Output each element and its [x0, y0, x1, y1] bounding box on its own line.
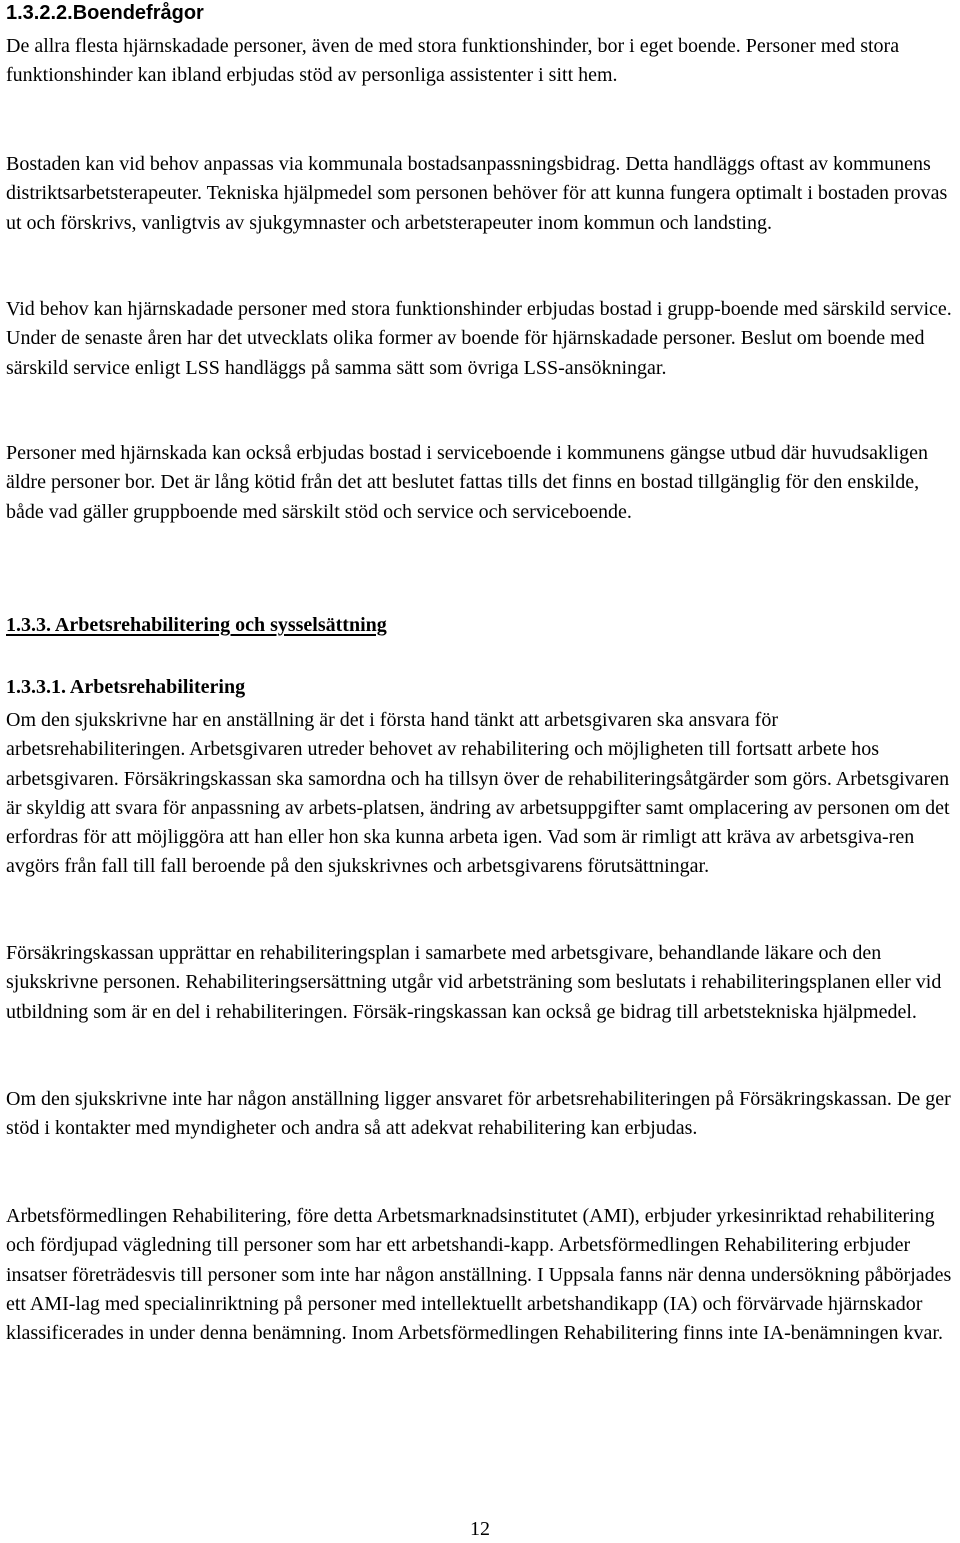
- paragraph: Arbetsförmedlingen Rehabilitering, före detta Arbetsmarknadsinstitutet (AMI), erbjuder yrkesinriktad rehabilitering och fördjupad vägledning till personer som har ett arbetshandi-kapp. Arbetsförmedlingen Rehabilitering erbjuder insatser företrädesvis till personer som inte har någon anställning. I Uppsala fanns när denna undersökning påbörjades ett AMI-lag med specialinriktning på personer med intellektuellt arbetshandikapp (IA) och förvärvade hjärnskador klassificerades in under denna benämning. Inom Arbetsförmedlingen Rehabilitering finns inte IA-benämningen kvar.: [6, 1205, 952, 1345]
- section-heading-boendefragor: 1.3.2.2.Boendefrågor: [6, 2, 204, 24]
- paragraph: Försäkringskassan upprättar en rehabiliteringsplan i samarbete med arbetsgivare, behandlande läkare och den sjukskrivne personen. Rehabiliteringsersättning utgår vid arbetsträning som beslutats i rehabiliteringsplanen eller vid utbildning som är en del i rehabiliteringen. Försäk-ringskassan kan också ge bidrag till arbetstekniska hjälpmedel.: [6, 942, 942, 1023]
- paragraph: Vid behov kan hjärnskadade personer med stora funktionshinder erbjudas bostad i grupp-boende med särskild service. Under de senaste åren har det utvecklats olika former av boende för hjärnskadade personer. Beslut om boende med särskild service enligt LSS handläggs på samma sätt som övriga LSS-ansökningar.: [6, 298, 952, 379]
- paragraph: Om den sjukskrivne har en anställning är det i första hand tänkt att arbetsgivaren ska ansvara för arbetsrehabiliteringen. Arbetsgivaren utreder behovet av rehabilitering och möjligheten till fortsatt arbete hos arbetsgivaren. Försäkringskassan ska samordna och ha tillsyn över de rehabiliteringsåtgärder som görs. Arbetsgivaren är skyldig att svara för anpassning av arbets-platsen, ändring av arbetsuppgifter samt omplacering av personen om det erfordras för att möjliggöra att han eller hon ska kunna arbeta igen. Vad som är rimligt att kräva av arbetsgiva-ren avgörs från fall till fall beroende på den sjukskrivnes och arbetsgivarens förutsättningar.: [6, 709, 950, 878]
- paragraph: Personer med hjärnskada kan också erbjudas bostad i serviceboende i kommunens gängse utbud där huvudsakligen äldre personer bor. Det är lång kötid från det att beslutet fattas tills det finns en bostad tillgänglig för den enskilde, både vad gäller gruppboende med särskilt stöd och service och serviceboende.: [6, 442, 928, 523]
- paragraph: Om den sjukskrivne inte har någon anställning ligger ansvaret för arbetsrehabiliteringen på Försäkringskassan. De ger stöd i kontakter med myndigheter och andra så att adekvat rehabilitering kan erbjudas.: [6, 1088, 951, 1140]
- section-heading-arbetsrehabilitering-och-sysselsattning: 1.3.3. Arbetsrehabilitering och sysselsättning: [6, 614, 387, 636]
- paragraph: Bostaden kan vid behov anpassas via kommunala bostadsanpassningsbidrag. Detta handläggs oftast av kommunens distriktsarbetsterapeuter. Tekniska hjälpmedel som personen behöver för att kunna fungera optimalt i bostaden provas ut och förskrivs, vanligtvis av sjukgymnaster och arbetsterapeuter inom kommun och landsting.: [6, 153, 948, 234]
- page-number: 12: [470, 1518, 490, 1540]
- subsection-heading-arbetsrehabilitering: 1.3.3.1. Arbetsrehabilitering: [6, 676, 246, 698]
- paragraph: De allra flesta hjärnskadade personer, även de med stora funktionshinder, bor i eget boende. Personer med stora funktionshinder kan ibland erbjudas stöd av personliga assistenter i sitt hem.: [6, 35, 900, 87]
